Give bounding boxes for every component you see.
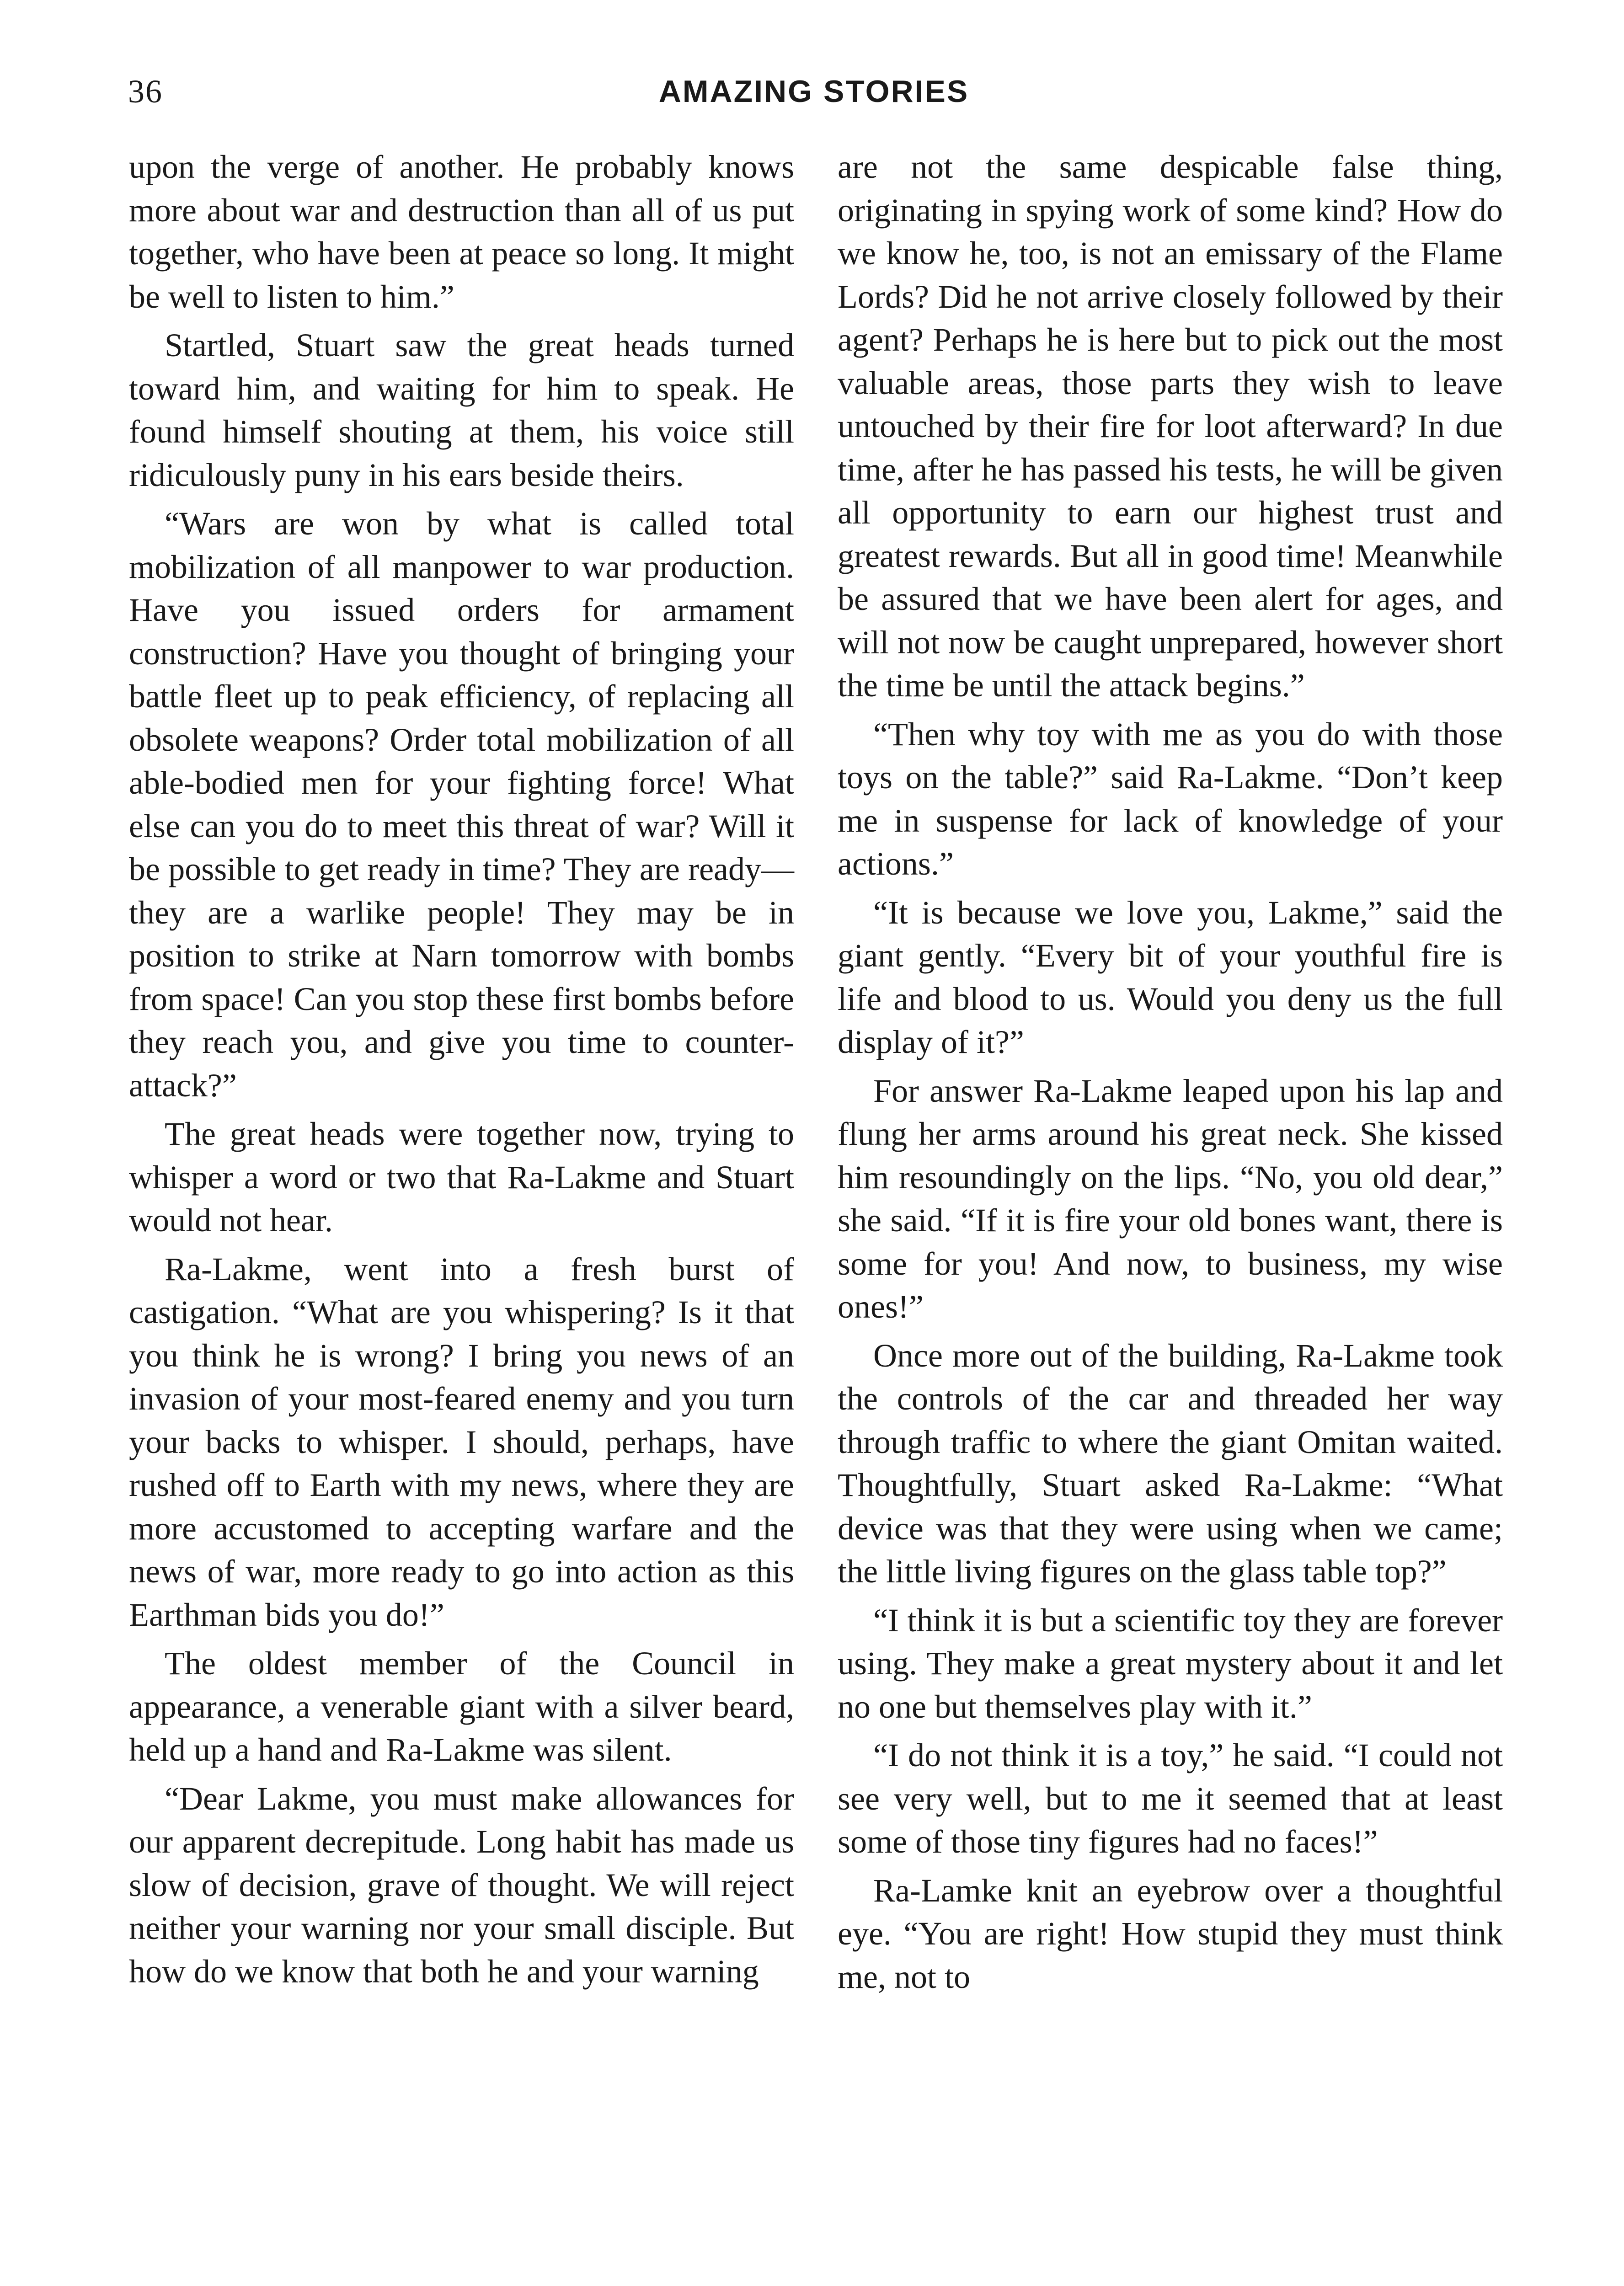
paragraph: Once more out of the building, Ra-Lakme took the controls of the car and threaded her way through traffic to where the giant Omitan waited. Thoughtfully, Stuart asked Ra-Lakme: “What device was that they were using when we came; the little living figures on the glass table top?”: [838, 1337, 1503, 1590]
right-column: [838, 145, 1503, 2004]
paragraph: Startled, Stuart saw the great heads turned toward him, and waiting for him to speak. He found himself shouting at them, his voice still ridiculously puny in his ears beside theirs.: [129, 327, 794, 493]
page-header: [128, 69, 1500, 123]
page-number: 36: [128, 73, 163, 110]
paragraph: “It is because we love you, Lakme,” said the giant gently. “Every bit of your youthful fire is life and blood to us. Would you deny us the full display of it?”: [838, 894, 1503, 1060]
left-column: [129, 145, 794, 1998]
paragraph: “I do not think it is a toy,” he said. “I could not see very well, but to me it seemed that at least some of those tiny figures had no faces!”: [838, 1737, 1503, 1860]
paragraph: For answer Ra-Lakme leaped upon his lap and flung her arms around his great neck. She kissed him resoundingly on the lips. “No, you old dear,” she said. “If it is fire your old bones want, there is some for you! And now, to business, my wise ones!”: [838, 1072, 1503, 1325]
paragraph: upon the verge of another. He probably knows more about war and destruction than all of us put together, who have been at peace so long. It might be well to listen to him.”: [129, 149, 794, 315]
paragraph: “Dear Lakme, you must make allowances for our apparent decrepitude. Long habit has made us slow of decision, grave of thought. We will reject neither your warning nor your small disciple. But how do we know that both he and your warning: [129, 1780, 794, 1990]
paragraph: are not the same despicable false thing, originating in spying work of some kind? How do we know he, too, is not an emissary of the Flame Lords? Did he not arrive closely followed by their agent? Perhaps he is here but to pick out the most valuable areas, those parts they wish to leave untouched by their fire for loot afterward? In due time, after he has passed his tests, he will be given all opportunity to earn our highest trust and greatest rewards. But all in good time! Meanwhile be assured that we have been alert for ages, and will not now be caught unprepared, however short the time be until the attack begins.”: [838, 149, 1503, 704]
paragraph: The oldest member of the Council in appearance, a venerable giant with a silver beard, held up a hand and Ra-Lakme was silent.: [129, 1645, 794, 1768]
running-title: AMAZING STORIES: [658, 74, 969, 109]
paragraph: The great heads were together now, trying to whisper a word or two that Ra-Lakme and Stuart would not hear.: [129, 1116, 794, 1239]
paragraph: “I think it is but a scientific toy they are forever using. They make a great mystery about it and let no one but themselves play with it.”: [838, 1602, 1503, 1725]
paragraph: Ra-Lakme, went into a fresh burst of castigation. “What are you whispering? Is it that you think he is wrong? I bring you news of an invasion of your most-feared enemy and you turn your backs to whisper. I should, perhaps, have rushed off to Earth with my news, where they are more accustomed to accepting warfare and the news of war, more ready to go into action as this Earthman bids you do!”: [129, 1250, 794, 1633]
paragraph: “Wars are won by what is called total mobilization of all manpower to war production. Have you issued orders for armament construction? Have you thought of bringing your battle fleet up to peak efficiency, of replacing all obsolete weapons? Order total mobilization of all able-bodied men for your fighting force! What else can you do to meet this threat of war? Will it be possible to get ready in time? They are ready—they are a warlike people! They may be in position to strike at Narn tomorrow with bombs from space! Can you stop these first bombs before they reach you, and give you time to counter-attack?”: [129, 505, 794, 1104]
paragraph: “Then why toy with me as you do with those toys on the table?” said Ra-Lakme. “Don’t keep me in suspense for lack of knowledge of your actions.”: [838, 716, 1503, 882]
paragraph: Ra-Lamke knit an eyebrow over a thoughtful eye. “You are right! How stupid they must think me, not to: [838, 1872, 1503, 1995]
